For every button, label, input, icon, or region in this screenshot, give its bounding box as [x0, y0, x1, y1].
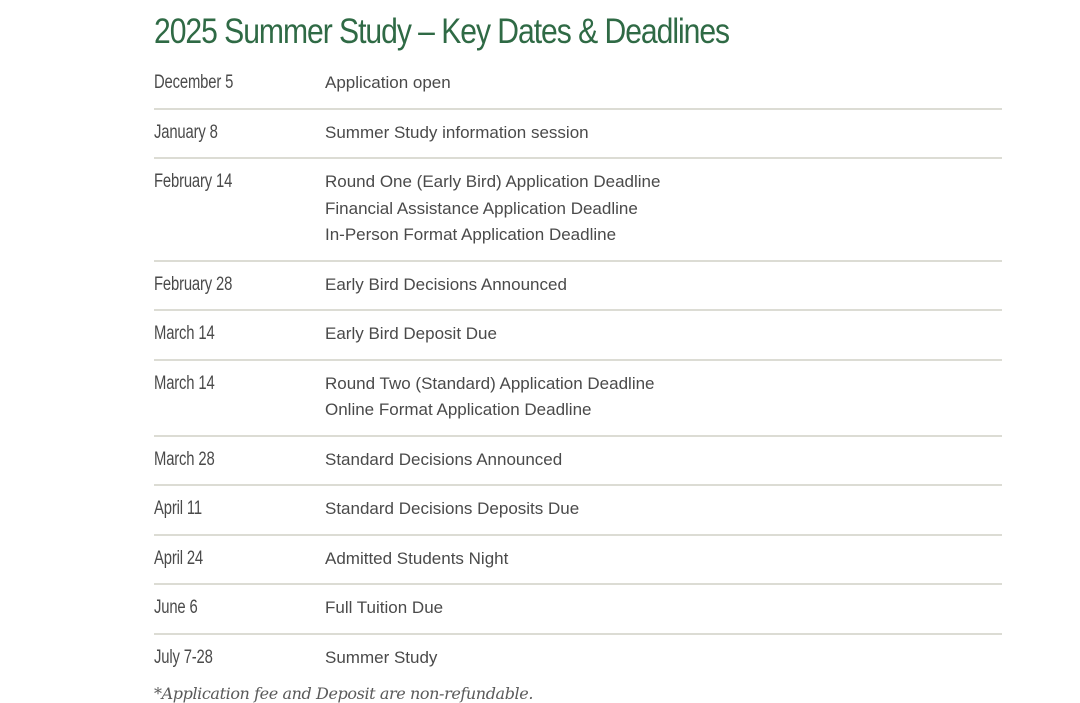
row-events — [325, 547, 1002, 573]
table-row — [154, 311, 1002, 361]
table-row — [154, 60, 1002, 110]
table-row — [154, 585, 1002, 635]
row-date: July 7-28 — [154, 646, 213, 668]
table-row — [154, 437, 1002, 487]
event-text: Round One (Early Bird) Application Deadline — [325, 172, 661, 191]
row-date: June 6 — [154, 597, 198, 618]
table-row — [154, 262, 1002, 312]
row-events — [325, 273, 1002, 299]
dates-table — [154, 60, 1002, 682]
row-events — [325, 448, 1002, 474]
row-date: January 8 — [154, 121, 218, 143]
event-text: Full Tuition Due — [325, 598, 444, 617]
table-row — [154, 536, 1002, 586]
row-events — [325, 121, 1002, 147]
row-date: April 11 — [154, 498, 202, 519]
table-row — [154, 110, 1002, 160]
event-text: Round Two (Standard) Application Deadline — [325, 373, 655, 393]
key-dates-section — [154, 0, 1002, 703]
event-text: Summer Study — [325, 647, 438, 667]
row-events — [325, 322, 1002, 348]
row-date: March 28 — [154, 448, 215, 470]
page-title: 2025 Summer Study – Key Dates & Deadlines — [154, 12, 730, 51]
event-text: Standard Decisions Deposits Due — [325, 499, 580, 518]
row-events — [325, 646, 1002, 672]
row-date: April 24 — [154, 547, 204, 569]
event-text: Early Bird Decisions Announced — [325, 274, 567, 294]
footnote: *Application fee and Deposit are non-refundable. — [154, 684, 534, 703]
event-text: Online Format Application Deadline — [325, 400, 592, 419]
table-row — [154, 635, 1002, 683]
row-date: February 28 — [154, 273, 233, 295]
event-text: Summer Study information session — [325, 122, 589, 142]
row-events — [325, 372, 1002, 424]
row-date: March 14 — [154, 323, 215, 344]
event-text: Application open — [325, 73, 451, 92]
event-text: Standard Decisions Announced — [325, 449, 563, 469]
table-row — [154, 486, 1002, 536]
event-text: Early Bird Deposit Due — [325, 324, 497, 343]
row-events — [325, 170, 1002, 249]
table-row — [154, 361, 1002, 437]
row-date: March 14 — [154, 372, 215, 394]
row-events — [325, 596, 1002, 622]
event-text: Financial Assistance Application Deadline — [325, 198, 638, 218]
table-row — [154, 159, 1002, 262]
row-events — [325, 497, 1002, 523]
row-events — [325, 71, 1002, 97]
row-date: February 14 — [154, 171, 233, 192]
event-text: Admitted Students Night — [325, 548, 509, 568]
event-text: In-Person Format Application Deadline — [325, 225, 617, 244]
row-date: December 5 — [154, 72, 234, 93]
